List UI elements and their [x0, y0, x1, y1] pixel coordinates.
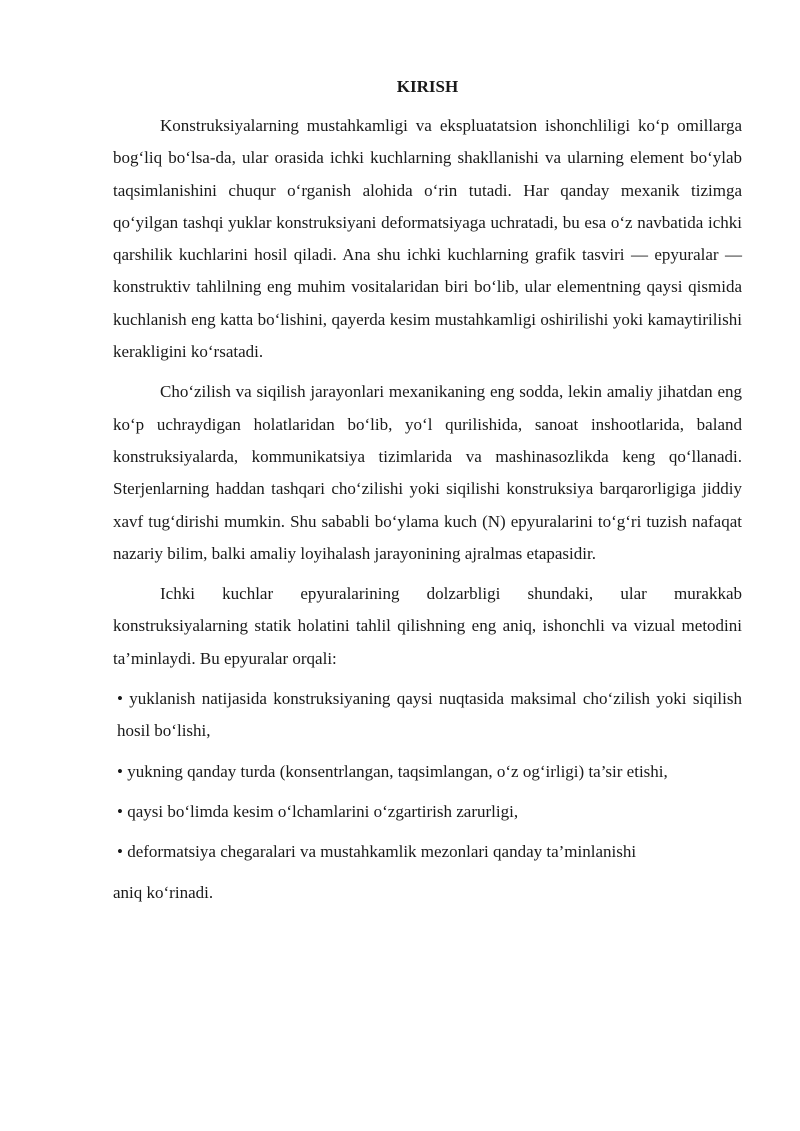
- paragraph-3: Ichki kuchlar epyuralarining dolzarbligi shundaki, ular murakkab konstruksiyalarning statik holatini tahlil qilishning eng aniq, ishonchli va vizual metodini ta’minlaydi. Bu epyuralar orqali:: [113, 584, 742, 668]
- paragraph-1: Konstruksiyalarning mustahkamligi va ekspluatatsion ishonchliligi ko‘p omillarga bog‘liq bo‘lsa-da, ular orasida ichki kuchlarning shakllanishi va ularning element bo‘ylab taqsimlanishini chuqur o‘rganish alohida o‘rin tutadi. Har qanday mexanik tizimga qo‘yilgan tashqi yuklar konstruksiyani deformatsiyaga uchratadi, bu esa o‘z navbatida ichki qarshilik kuchlarini hosil qiladi. Ana shu ichki kuchlarning grafik tasviri — epyuralar — konstruktiv tahlilning eng muhim vositalaridan biri bo‘lib, ular elementning qaysi qismida kuchlanish eng katta bo‘lishini, qayerda kesim mustahkamligi oshirilishi yoki kamaytirilishi kerakligini ko‘rsatadi.: [113, 116, 742, 362]
- bullet-item: • deformatsiya chegaralari va mustahkamlik mezonlari qanday ta’minlanishi: [117, 842, 637, 862]
- document-page: [113, 70, 742, 909]
- bullet-item: • yuklanish natijasida konstruksiyaning qaysi nuqtasida maksimal cho‘zilish yoki siqilish hosil bo‘lishi,: [117, 689, 742, 741]
- paragraph-2: Cho‘zilish va siqilish jarayonlari mexanikaning eng sodda, lekin amaliy jihatdan eng ko‘p uchraydigan holatlaridan bo‘lib, yo‘l qurilishida, sanoat inshootlarida, baland konstruksiyalarda, kommunikatsiya tizimlarida va mashinasozlikda keng qo‘llanadi. Sterjenlarning haddan tashqari cho‘zilishi yoki siqilishi konstruksiya barqarorligiga jiddiy xavf tug‘dirishi mumkin. Shu sababli bo‘ylama kuch (N) epyuralarini to‘g‘ri tuzish nafaqat nazariy bilim, balki amaliy loyihalash jarayonining ajralmas etapasidir.: [113, 382, 742, 563]
- bullet-item: • yukning qanday turda (konsentrlangan, taqsimlangan, o‘z og‘irligi) ta’sir etishi,: [117, 761, 668, 781]
- bullet-item: • qaysi bo‘limda kesim o‘lchamlarini o‘zgartirish zarurligi,: [117, 801, 519, 821]
- section-title: KIRISH: [396, 77, 459, 96]
- closing-line: aniq ko‘rinadi.: [113, 882, 214, 902]
